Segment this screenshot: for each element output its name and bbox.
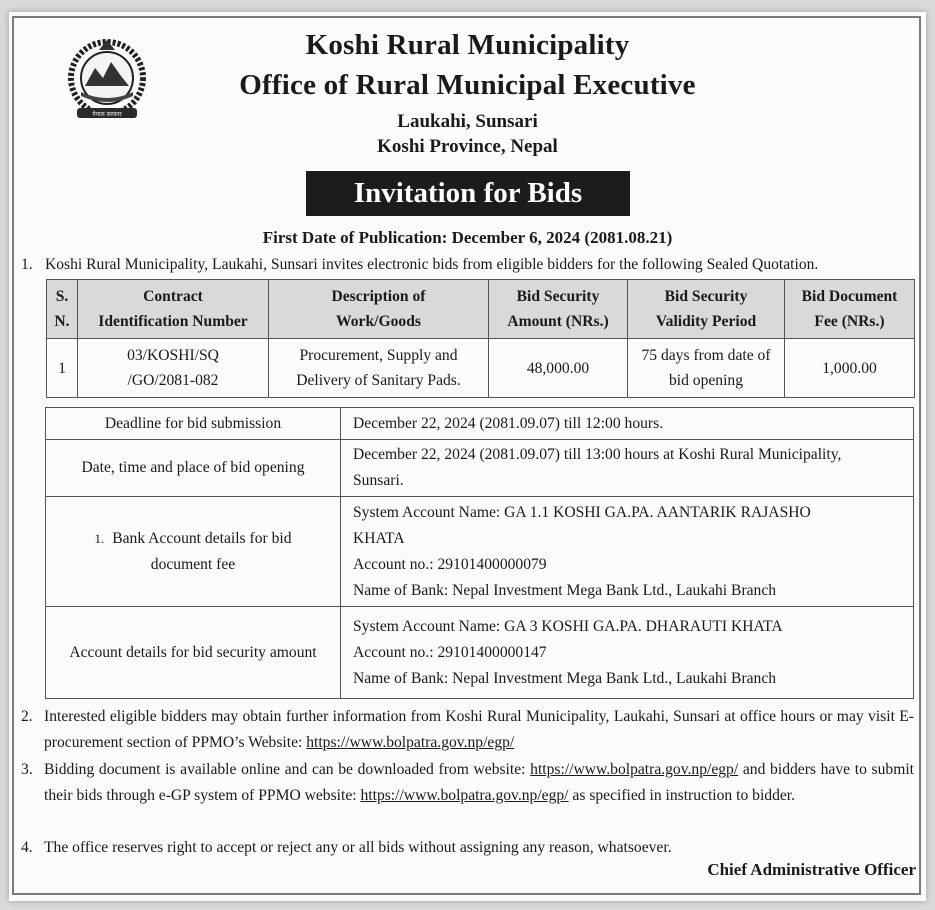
security-row [46, 607, 914, 699]
item-4-number: 4. [21, 839, 33, 856]
cell-amount: 48,000.00 [489, 339, 628, 398]
opening-label: Date, time and place of bid opening [46, 440, 341, 497]
item-3-text: Bidding document is available online and can be downloaded from website: https://www.bolpatra.gov.np/egp/ and bidders have to submit their bids through e-GP system of PPMO website: https://www.bolpatra.gov.np/egp/ as specified in instruction to bidder. [44, 761, 915, 804]
header-contract-id: Contract Identification Number [78, 280, 269, 339]
cell-sn: 1 [47, 339, 78, 398]
publication-date: First Date of Publication: December 6, 2024 (2081.08.21) [262, 228, 673, 247]
cell-fee: 1,000.00 [785, 339, 915, 398]
cell-validity: 75 days from date of bid opening [628, 339, 785, 398]
header-description: Description of Work/Goods [269, 280, 489, 339]
notice-page [9, 12, 926, 901]
municipality-title: Koshi Rural Municipality [305, 29, 630, 61]
item-1-text: Koshi Rural Municipality, Laukahi, Sunsari invites electronic bids from eligible bidders for the following Sealed Quotation. [45, 256, 819, 273]
cell-contract-id: 03/KOSHI/SQ /GO/2081-082 [78, 339, 269, 398]
ppmo-link[interactable]: https://www.bolpatra.gov.np/egp/ [306, 734, 515, 751]
item-1-number: 1. [21, 256, 33, 273]
address-line-1: Laukahi, Sunsari [397, 111, 538, 132]
security-label: Account details for bid security amount [46, 607, 341, 699]
item-2-text: Interested eligible bidders may obtain further information from Koshi Rural Municipality, Laukahi, Sunsari at office hours or may visit E-procurement section of PPMO’s Website: https://www.bolpatra.gov.np/egp/ [44, 708, 914, 751]
header-bid-document-fee: Bid Document Fee (NRs.) [785, 280, 915, 339]
bolpatra-link-1[interactable]: https://www.bolpatra.gov.np/egp/ [530, 761, 739, 778]
header-bid-security-amount: Bid Security Amount (NRs.) [489, 280, 628, 339]
invitation-banner: Invitation for Bids [306, 171, 630, 216]
bid-table-header-row [47, 280, 915, 339]
bank-fee-label: 1. Bank Account details for bid document fee [46, 497, 341, 607]
item-3-number: 3. [21, 761, 33, 778]
security-value: System Account Name: GA 3 KOSHI GA.PA. DHARAUTI KHATA Account no.: 29101400000147 Name of Bank: Nepal Investment Mega Bank Ltd., Laukahi Branch [341, 607, 914, 699]
deadline-value: December 22, 2024 (2081.09.07) till 12:00 hours. [341, 408, 914, 440]
table-row [47, 339, 915, 398]
opening-row [46, 440, 914, 497]
bid-table [46, 279, 915, 398]
address-line-2: Koshi Province, Nepal [377, 136, 558, 157]
deadline-label: Deadline for bid submission [46, 408, 341, 440]
bolpatra-link-2[interactable]: https://www.bolpatra.gov.np/egp/ [360, 787, 569, 804]
item-2-number: 2. [21, 708, 33, 725]
signature: Chief Administrative Officer [707, 860, 916, 879]
details-table [45, 407, 914, 699]
deadline-row [46, 408, 914, 440]
header-sn: S. N. [47, 280, 78, 339]
emblem-motto: नेपाल सरकार [92, 111, 122, 118]
item-4-text: The office reserves right to accept or reject any or all bids without assigning any reason, whatsoever. [44, 839, 672, 856]
cell-description: Procurement, Supply and Delivery of Sanitary Pads. [269, 339, 489, 398]
header-bid-security-validity: Bid Security Validity Period [628, 280, 785, 339]
bank-fee-row [46, 497, 914, 607]
bank-fee-value: System Account Name: GA 1.1 KOSHI GA.PA. AANTARIK RAJASHO KHATA Account no.: 29101400000079 Name of Bank: Nepal Investment Mega Bank Ltd., Laukahi Branch [341, 497, 914, 607]
office-title: Office of Rural Municipal Executive [239, 69, 696, 101]
opening-value: December 22, 2024 (2081.09.07) till 13:00 hours at Koshi Rural Municipality, Sunsari. [341, 440, 914, 497]
